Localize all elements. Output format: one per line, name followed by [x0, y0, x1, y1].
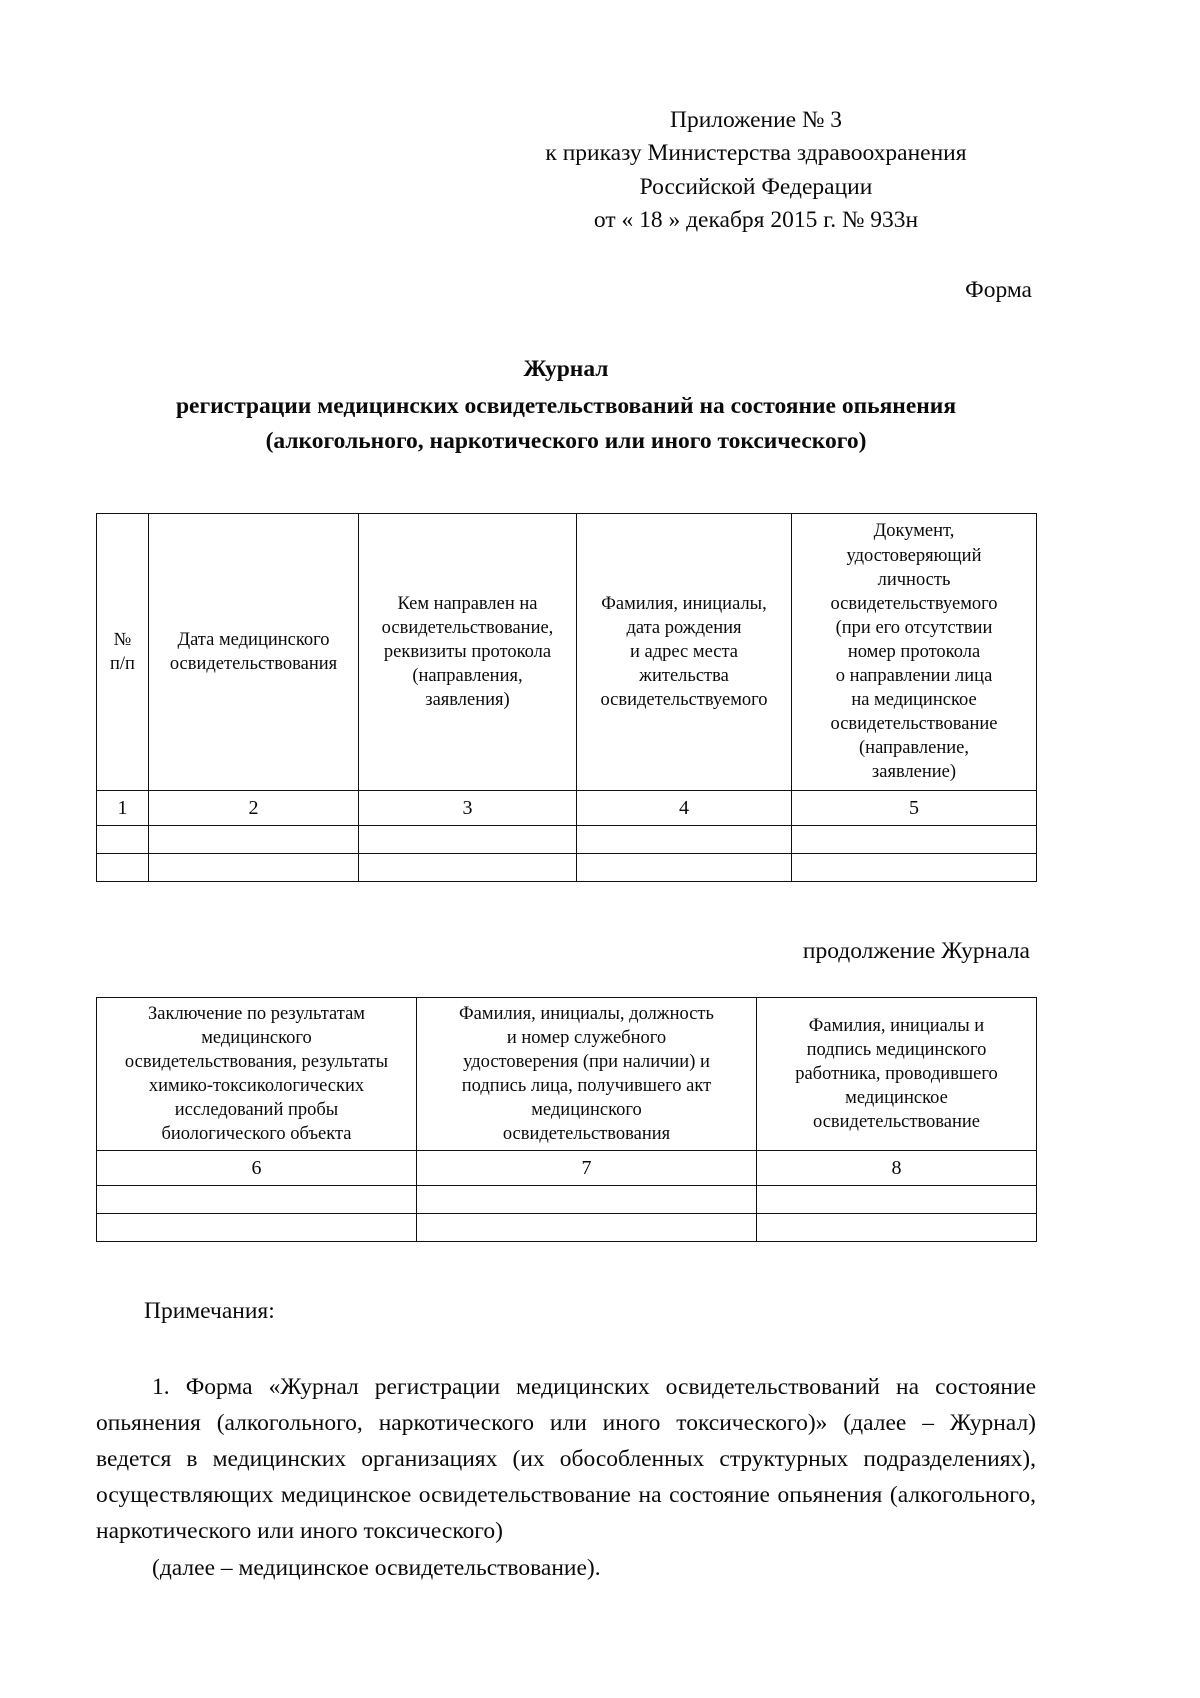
empty-cell[interactable]: [417, 1213, 757, 1241]
title-subject: регистрации медицинских освидетельствований на состояние опьянения: [175, 393, 957, 420]
table-row[interactable]: [97, 853, 1037, 881]
empty-cell[interactable]: [577, 853, 792, 881]
column-number-2: 2: [149, 790, 359, 825]
column-number-8: 8: [757, 1150, 1037, 1185]
appendix-header: [476, 104, 1036, 237]
empty-cell[interactable]: [97, 853, 149, 881]
column-number-6: 6: [97, 1150, 417, 1185]
header-cell-number: № п/п: [97, 513, 149, 790]
title-journal: Журнал: [523, 356, 609, 383]
journal-table-part-two: [96, 997, 1037, 1242]
empty-cell[interactable]: [792, 825, 1037, 853]
appendix-federation: Российской Федерации: [639, 173, 873, 200]
note-item-1: 1. Форма «Журнал регистрации медицинских освидетельствований на состояние опьянения (алкогольного, наркотического или иного токсического)» (далее – Журнал) ведется в медицинских организациях (их обособленных структурных подразделениях), осуществляющих медицинское освидетельствование на состояние опьянения (алкогольного, наркотического или иного токсического): [96, 1373, 1036, 1545]
table-header-row: [97, 513, 1037, 790]
page-content: [96, 0, 1036, 1586]
appendix-number: Приложение № 3: [669, 107, 843, 133]
empty-cell[interactable]: [149, 853, 359, 881]
empty-cell[interactable]: [97, 1185, 417, 1213]
empty-cell[interactable]: [359, 853, 577, 881]
page-title: [96, 352, 1036, 458]
note-item-1-tail: (далее – медицинское освидетельствование).: [152, 1554, 601, 1581]
column-number-5: 5: [792, 790, 1037, 825]
column-number-3: 3: [359, 790, 577, 825]
journal-table-part-one: [96, 513, 1037, 882]
notes-heading: Примечания:: [144, 1297, 275, 1324]
empty-cell[interactable]: [757, 1185, 1037, 1213]
header-cell-person: Фамилия, инициалы, дата рождения и адрес места жительства освидетельствуемого: [577, 513, 792, 790]
column-number-row: [97, 790, 1037, 825]
empty-cell[interactable]: [577, 825, 792, 853]
header-cell-conclusion: Заключение по результатам медицинского освидетельствования, результаты химико-токсикологических исследований пробы биологического объекта: [97, 997, 417, 1150]
header-cell-identity-document: Документ, удостоверяющий личность освидетельствуемого (при его отсутствии номер протокола о направлении лица на медицинское освидетельствование (направление, заявление): [792, 513, 1037, 790]
empty-cell[interactable]: [359, 825, 577, 853]
empty-cell[interactable]: [792, 853, 1037, 881]
table-row[interactable]: [97, 1185, 1037, 1213]
form-label: Форма: [965, 277, 1032, 304]
table-header-row: [97, 997, 1037, 1150]
column-number-row: [97, 1150, 1037, 1185]
appendix-ministry: к приказу Министерства здравоохранения: [545, 140, 967, 167]
notes-body: [96, 1369, 1036, 1586]
empty-cell[interactable]: [417, 1185, 757, 1213]
header-cell-referrer: Кем направлен на освидетельствование, реквизиты протокола (направления, заявления): [359, 513, 577, 790]
empty-cell[interactable]: [97, 825, 149, 853]
empty-cell[interactable]: [97, 1213, 417, 1241]
empty-cell[interactable]: [149, 825, 359, 853]
header-cell-date: Дата медицинского освидетельствования: [149, 513, 359, 790]
empty-cell[interactable]: [757, 1213, 1037, 1241]
continuation-label: продолжение Журнала: [802, 937, 1030, 964]
table-row[interactable]: [97, 825, 1037, 853]
title-parenthetical: (алкогольного, наркотического или иного токсического): [265, 427, 867, 454]
column-number-7: 7: [417, 1150, 757, 1185]
column-number-4: 4: [577, 790, 792, 825]
appendix-date: от « 18 » декабря 2015 г. № 933н: [593, 207, 919, 234]
column-number-1: 1: [97, 790, 149, 825]
header-cell-recipient: Фамилия, инициалы, должность и номер служебного удостоверения (при наличии) и подпись лица, получившего акт медицинского освидетельствования: [417, 997, 757, 1150]
header-cell-medical-worker: Фамилия, инициалы и подпись медицинского работника, проводившего медицинское освидетельствование: [757, 997, 1037, 1150]
table-row[interactable]: [97, 1213, 1037, 1241]
